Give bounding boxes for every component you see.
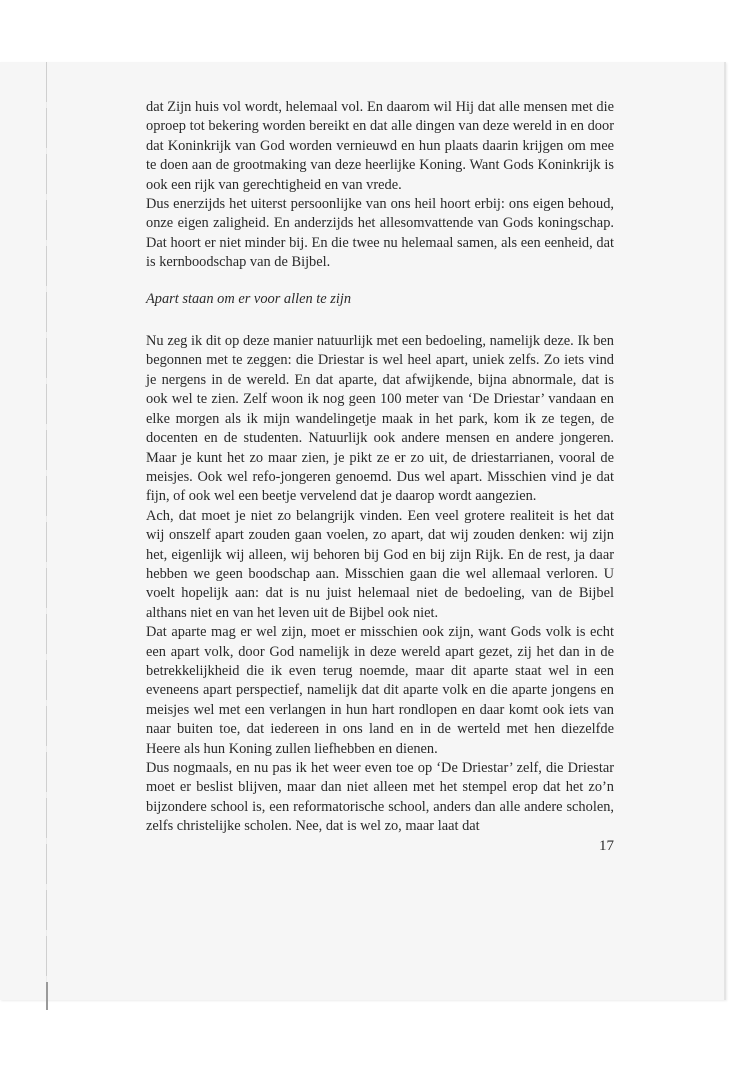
paragraph-3: Nu zeg ik dit op deze manier natuurlijk met een bedoeling, namelijk deze. Ik ben begonnen met te zeggen: die Driestar is wel heel apart, uniek zelfs. Zo iets vind je nergens in de wereld. En dat aparte, dat afwijkende, bijna abnormale, dat is ook wel te zien. Zelf woon ik nog geen 100 meter van ‘De Driestar’ vandaan en elke morgen als ik mijn wandelingetje maak in het park, kom ik ze tegen, de docenten en de studenten. Natuurlijk ook andere mensen en andere jongeren. Maar je kunt het zo maar zien, je pikt ze er zo uit, de driestarrianen, vooral de meisjes. Ook wel refo-jongeren genoemd. Dus wel apart. Misschien vind je dat fijn, of ook wel een beetje vervelend dat je daarop wordt aangezien.: [146, 333, 614, 505]
section-heading: Apart staan om er voor allen te zijn: [146, 290, 352, 307]
paragraph-5: Dat aparte mag er wel zijn, moet er misschien ook zijn, want Gods volk is echt een apart volk, door God namelijk in deze wereld apart gezet, zij het dan in de betrekkelijkheid die ik even terug noemde, maar dit aparte staat wel in een eveneens apart perspectief, namelijk dat dit aparte volk en die aparte jongens en meisjes wel met een verlangen in hun hart rondlopen en daar komt ook iets van naar buiten toe, dat iedereen in ons land en in de werteld met hen diezelfde Heere als hun Koning zullen liefhebben en dienen.: [146, 624, 614, 757]
paragraph-1: dat Zijn huis vol wordt, helemaal vol. En daarom wil Hij dat alle mensen met die oproep tot bekering worden bereikt en dat alle dingen van deze wereld in en door dat Koninkrijk van God worden vernieuwd en hun plaats daarin krijgen om mee te doen aan de grootmaking van deze heerlijke Koning. Want Gods Koninkrijk is ook een rijk van gerechtigheid en van vrede.: [146, 99, 614, 193]
paragraph-4: Ach, dat moet je niet zo belangrijk vinden. Een veel grotere realiteit is het dat wij onszelf apart zouden gaan voelen, zo apart, dat wij zouden denken: wij zijn het, eigenlijk wij alleen, wij behoren bij God en bij zijn Rijk. En de rest, ja daar hebben we geen boodschap aan. Misschien gaan die wel allemaal verloren. U voelt hopelijk aan: dat is nu juist helemaal niet de bedoeling, van de Bijbel althans niet en van het leven uit de Bijbel ook niet.: [146, 507, 614, 621]
binding-mark: [46, 982, 48, 1010]
paper-edge: [724, 62, 726, 1000]
paragraph-2: Dus enerzijds het uiterst persoonlijke van ons heil hoort erbij: ons eigen behoud, onze eigen zaligheid. En anderzijds het allesomvattende van Gods koningschap. Dat hoort er niet minder bij. En die twee nu helemaal samen, als een eenheid, dat is kernboodschap van de Bijbel.: [146, 196, 614, 271]
paragraph-6: Dus nogmaals, en nu pas ik het weer even toe op ‘De Driestar’ zelf, die Driestar moet er beslist blijven, maar dan niet alleen met het stempel erop dat het zo’n bijzondere school is, een reformatorische school, anders dan alle andere scholen, zelfs christelijke scholen. Nee, dat is wel zo, maar laat dat: [146, 760, 614, 835]
binding-spine: [46, 62, 47, 1000]
page-number: 17: [599, 838, 614, 854]
body-text: [146, 98, 614, 837]
